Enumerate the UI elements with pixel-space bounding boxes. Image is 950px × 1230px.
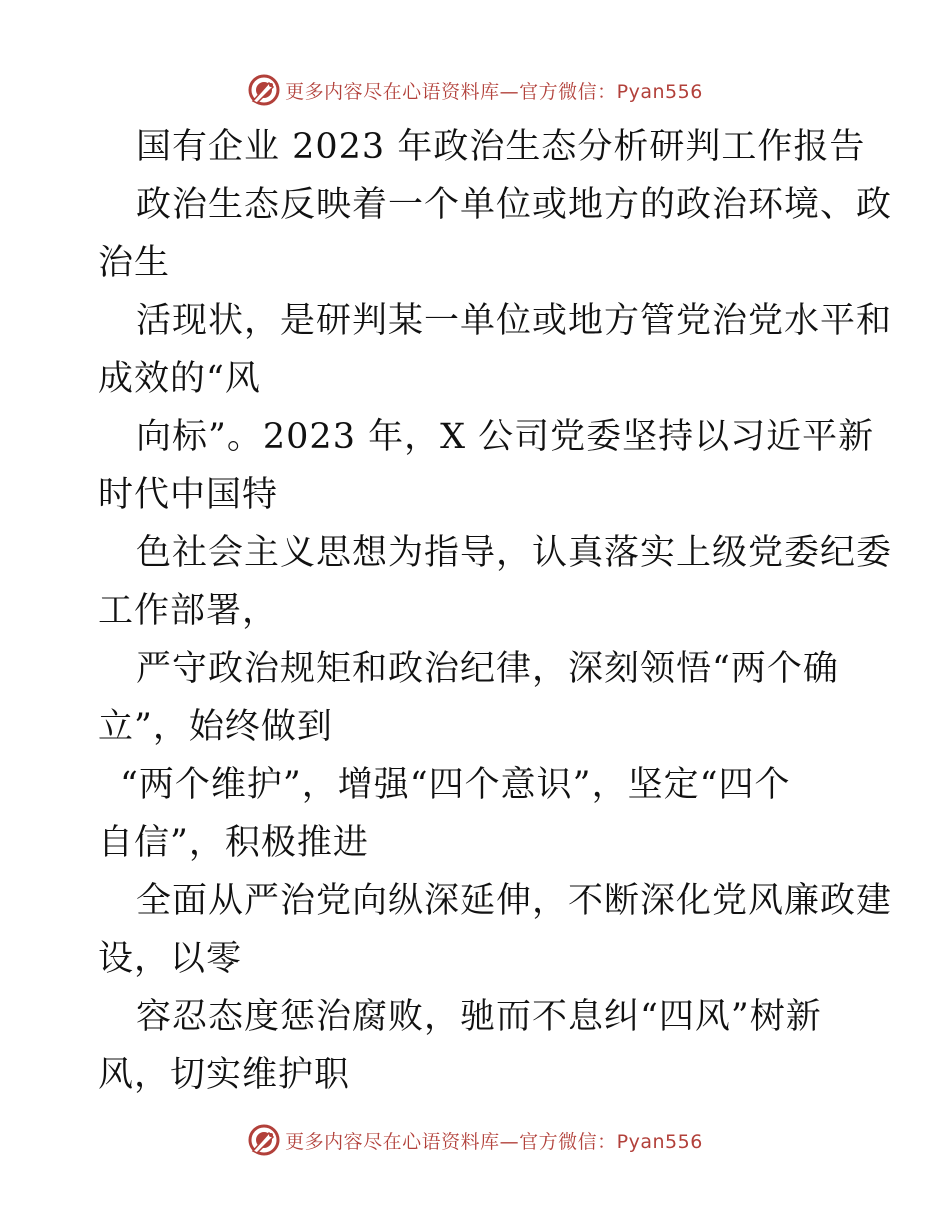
header-watermark-banner (0, 70, 950, 110)
text-line: 全面从严治党向纵深延伸，不断深化党风廉政建 (136, 881, 893, 921)
text-line: 立”，始终做到 (98, 707, 333, 747)
text-line: 工作部署， (98, 591, 279, 631)
pen-nib-logo-icon (247, 1123, 281, 1157)
text-line: “两个维护”，增强“四个意识”，坚定“四个 (120, 765, 791, 805)
text-line: 时代中国特 (98, 475, 279, 515)
document-body (98, 118, 893, 1104)
pen-nib-logo-icon (247, 73, 281, 107)
footer-watermark-banner (0, 1120, 950, 1160)
text-line: 设，以零 (98, 939, 243, 979)
text-line: 严守政治规矩和政治纪律，深刻领悟“两个确 (136, 649, 839, 689)
text-line: 容忍态度惩治腐败，驰而不息纠“四风”树新 (136, 997, 822, 1037)
text-line: 成效的“风 (98, 359, 261, 399)
text-line: 色社会主义思想为指导，认真落实上级党委纪委 (136, 533, 893, 573)
text-line: 自信”，积极推进 (98, 823, 369, 863)
text-line: 活现状，是研判某一单位或地方管党治党水平和 (136, 301, 893, 341)
text-line: 向标”。2023 年，X 公司党委坚持以习近平新 (136, 417, 875, 457)
text-line: 风，切实维护职 (98, 1055, 351, 1095)
text-line: 政治生态反映着一个单位或地方的政治环境、政 (136, 185, 893, 225)
document-title: 国有企业 2023 年政治生态分析研判工作报告 (136, 127, 866, 167)
banner-text: 更多内容尽在心语资料库—官方微信：Pyan556 (285, 1130, 703, 1153)
banner-text: 更多内容尽在心语资料库—官方微信：Pyan556 (285, 80, 703, 103)
text-line: 治生 (98, 243, 171, 283)
